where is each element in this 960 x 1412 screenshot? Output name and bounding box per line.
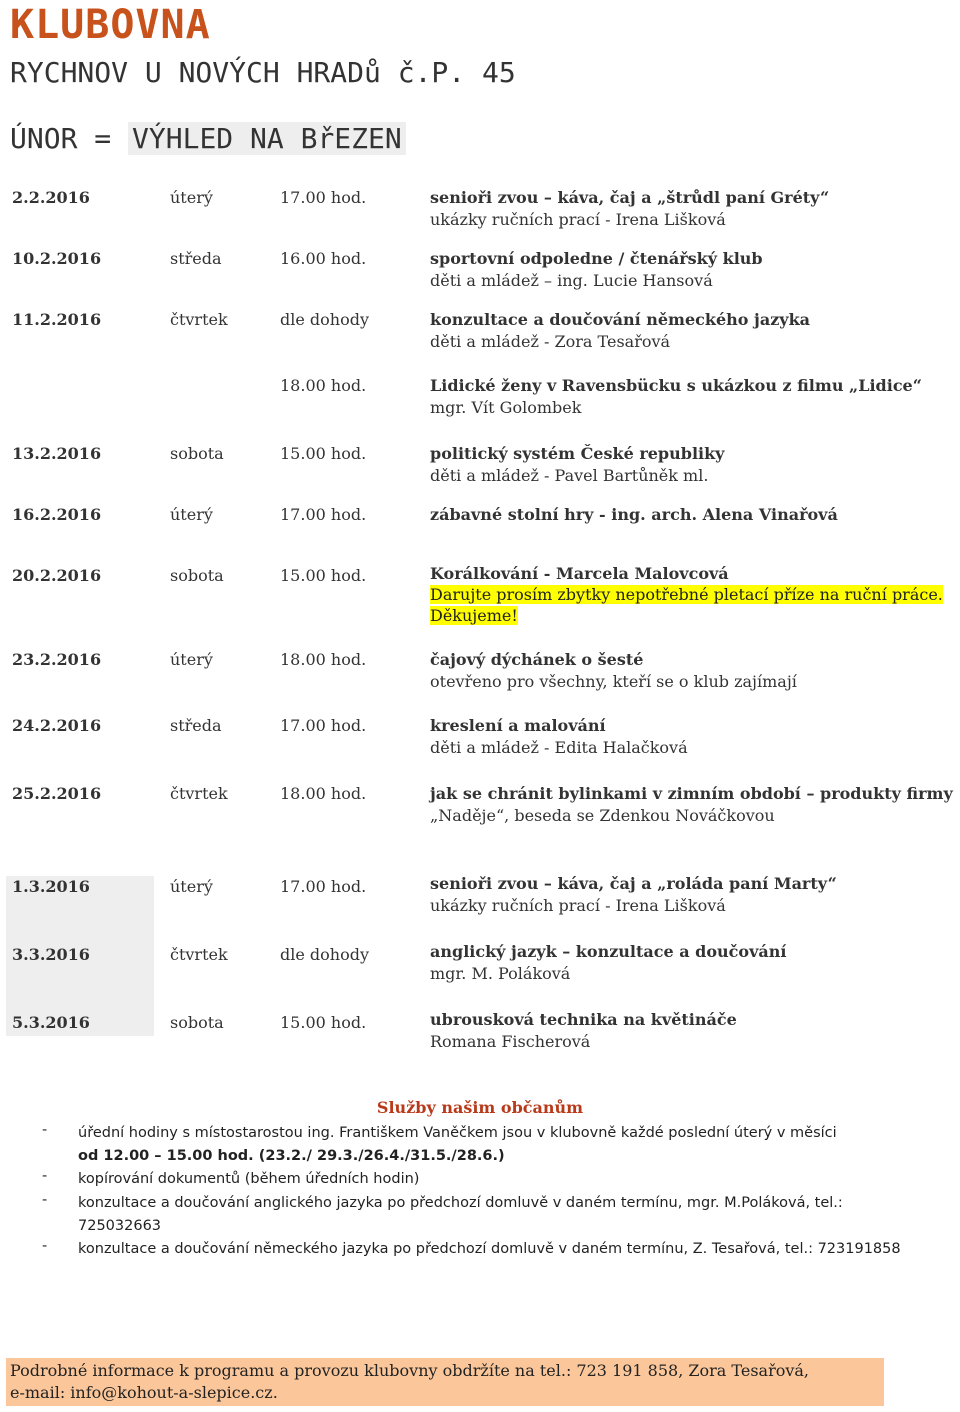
service-text: [78, 1192, 948, 1238]
event-date: 13.2.2016: [12, 444, 102, 463]
event-day: sobota: [170, 1013, 224, 1032]
event-time: dle dohody: [280, 310, 370, 329]
event-day: středa: [170, 716, 222, 735]
event-description: [430, 650, 797, 691]
event-title: Lidické ženy v Ravensbücku s ukázkou z filmu „Lidice“: [430, 376, 922, 395]
event-day: čtvrtek: [170, 784, 228, 803]
event-time: 17.00 hod.: [280, 716, 367, 735]
event-description: [430, 249, 763, 290]
event-description: [430, 310, 810, 351]
event-day: čtvrtek: [170, 310, 228, 329]
event-title: jak se chránit bylinkami v zimním období – produkty firmy: [430, 784, 953, 803]
event-description: [430, 188, 829, 229]
event-date: 24.2.2016: [12, 716, 102, 735]
service-line-2: od 12.00 – 15.00 hod. (23.2./ 29.3./26.4./31.5./28.6.): [78, 1148, 505, 1164]
event-description: [430, 564, 943, 625]
service-line: konzultace a doučování německého jazyka po předchozí domluvě v daném termínu, Z. Tesařová, tel.: 723191858: [78, 1241, 901, 1257]
event-detail: mgr. M. Poláková: [430, 964, 571, 983]
event-title: ubrousková technika na květináče: [430, 1010, 737, 1029]
event-detail: mgr. Vít Golombek: [430, 398, 582, 417]
bullet-dash: -: [42, 1122, 48, 1138]
event-note: Darujte prosím zbytky nepotřebné pletací příze na ruční práce.: [430, 585, 943, 604]
event-date: 16.2.2016: [12, 505, 102, 524]
event-time: 17.00 hod.: [280, 188, 367, 207]
bullet-dash: -: [42, 1192, 48, 1208]
event-date: 5.3.2016: [12, 1013, 90, 1032]
event-title: čajový dýchánek o šesté: [430, 650, 644, 669]
bullet-dash: -: [42, 1168, 48, 1184]
event-day: úterý: [170, 650, 213, 669]
event-date: 10.2.2016: [12, 249, 102, 268]
event-detail: Romana Fischerová: [430, 1032, 591, 1051]
event-description: [430, 874, 837, 915]
event-date: 11.2.2016: [12, 310, 102, 329]
event-date: 23.2.2016: [12, 650, 102, 669]
event-title: senioři zvou – káva, čaj a „štrůdl paní Gréty“: [430, 188, 830, 207]
event-title: konzultace a doučování německého jazyka: [430, 310, 811, 329]
event-title: sportovní odpoledne / čtenářský klub: [430, 249, 763, 268]
month-current: ÚNOR =: [10, 122, 112, 155]
event-time: 16.00 hod.: [280, 249, 367, 268]
service-text: [78, 1238, 948, 1261]
event-time: dle dohody: [280, 945, 370, 964]
event-title: kreslení a malování: [430, 716, 606, 735]
club-address: RYCHNOV U NOVÝCH HRADů č.P. 45: [10, 56, 516, 89]
event-time: 15.00 hod.: [280, 1013, 367, 1032]
event-date: 3.3.2016: [12, 945, 90, 964]
event-date: 20.2.2016: [12, 566, 102, 585]
event-time: 17.00 hod.: [280, 877, 367, 896]
service-text: [78, 1168, 948, 1191]
event-time: 17.00 hod.: [280, 505, 367, 524]
event-detail: ukázky ručních prací - Irena Lišková: [430, 210, 726, 229]
event-detail: děti a mládež - Edita Halačková: [430, 738, 688, 757]
footer-line-2: e-mail: info@kohout-a-slepice.cz.: [10, 1383, 278, 1402]
club-title: KLUBOVNA: [10, 2, 211, 48]
event-time: 15.00 hod.: [280, 566, 367, 585]
event-date: 2.2.2016: [12, 188, 90, 207]
event-detail: děti a mládež - Pavel Bartůněk ml.: [430, 466, 709, 485]
service-line: konzultace a doučování anglického jazyka po předchozí domluvě v daném termínu, mgr. M.Poláková, tel.:: [78, 1195, 843, 1211]
event-detail: děti a mládež – ing. Lucie Hansová: [430, 271, 713, 290]
footer-contact: [6, 1358, 884, 1406]
event-description: [430, 505, 838, 524]
event-time: 15.00 hod.: [280, 444, 367, 463]
event-title: zábavné stolní hry - ing. arch. Alena Vinařová: [430, 505, 838, 524]
event-day: čtvrtek: [170, 945, 228, 964]
month-heading: [10, 122, 406, 155]
event-description: [430, 376, 922, 417]
event-detail: „Naděje“, beseda se Zdenkou Nováčkovou: [430, 806, 775, 825]
event-description: [430, 1010, 737, 1051]
event-title: Korálkování - Marcela Malovcová: [430, 564, 729, 583]
event-detail: ukázky ručních prací - Irena Lišková: [430, 896, 726, 915]
event-description: [430, 784, 953, 825]
footer-line-1: Podrobné informace k programu a provozu klubovny obdržíte na tel.: 723 191 858, Zora Tesařová,: [10, 1361, 810, 1380]
event-day: úterý: [170, 505, 213, 524]
month-preview: VÝHLED NA BřEZEN: [128, 122, 406, 155]
event-thanks: Děkujeme!: [430, 606, 518, 625]
event-date: 25.2.2016: [12, 784, 102, 803]
event-description: [430, 716, 688, 757]
event-detail: děti a mládež - Zora Tesařová: [430, 332, 671, 351]
event-detail: otevřeno pro všechny, kteří se o klub zajímají: [430, 672, 797, 691]
service-line: úřední hodiny s místostarostou ing. Františkem Vaněčkem jsou v klubovně každé poslední úterý v měsíci: [78, 1125, 837, 1141]
services-title: Služby našim občanům: [376, 1098, 584, 1117]
service-line-2: 725032663: [78, 1218, 162, 1234]
event-day: úterý: [170, 877, 213, 896]
event-time: 18.00 hod.: [280, 650, 367, 669]
event-day: středa: [170, 249, 222, 268]
event-description: [430, 444, 724, 485]
event-time: 18.00 hod.: [280, 376, 367, 395]
event-title: anglický jazyk – konzultace a doučování: [430, 942, 787, 961]
service-line: kopírování dokumentů (během úředních hodin): [78, 1171, 420, 1187]
event-time: 18.00 hod.: [280, 784, 367, 803]
event-day: úterý: [170, 188, 213, 207]
event-day: sobota: [170, 444, 224, 463]
event-title: politický systém České republiky: [430, 444, 725, 463]
bullet-dash: -: [42, 1238, 48, 1254]
event-day: sobota: [170, 566, 224, 585]
event-title: senioři zvou – káva, čaj a „roláda paní Marty“: [430, 874, 837, 893]
event-description: [430, 942, 786, 983]
service-text: [78, 1122, 948, 1168]
event-date: 1.3.2016: [12, 877, 90, 896]
